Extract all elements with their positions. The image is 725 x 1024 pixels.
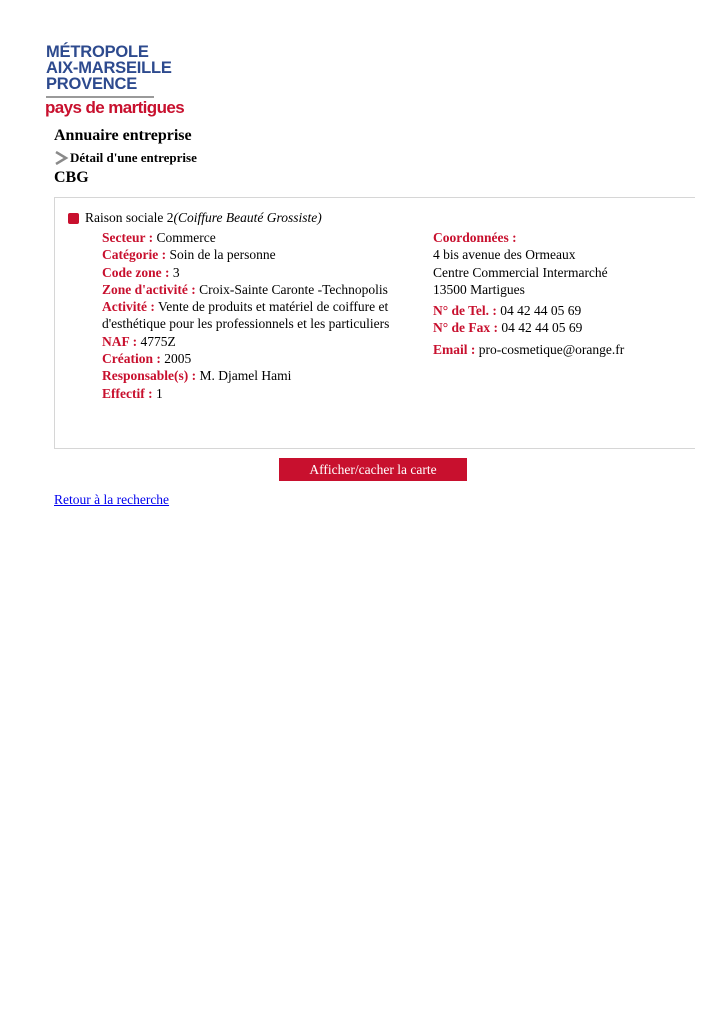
breadcrumb-label: Détail d'une entreprise — [70, 150, 197, 165]
zone-label: Zone d'activité : — [102, 281, 196, 297]
code-zone-label: Code zone : — [102, 264, 170, 280]
naf-row — [102, 333, 402, 350]
tel-value: 04 42 44 05 69 — [500, 303, 582, 319]
address-line-3: 13500 Martigues — [433, 281, 525, 297]
tel-row — [433, 302, 693, 319]
square-bullet-icon — [68, 213, 79, 224]
back-to-search-link[interactable]: Retour à la recherche — [54, 492, 170, 507]
code-zone-value: 3 — [172, 264, 180, 280]
company-details — [102, 229, 402, 402]
company-name: CBG — [54, 169, 89, 186]
categorie-row — [102, 246, 402, 263]
breadcrumb — [54, 150, 197, 166]
logo-line-1: MÉTROPOLE — [46, 43, 149, 61]
address-line-1: 4 bis avenue des Ormeaux — [433, 247, 576, 263]
fax-value: 04 42 44 05 69 — [501, 320, 583, 336]
logo-subtitle: pays de martigues — [45, 98, 185, 117]
coordonnees-label: Coordonnées : — [433, 230, 517, 245]
raison-sociale — [68, 210, 322, 226]
categorie-label: Catégorie : — [102, 247, 167, 263]
zone-value: Croix-Sainte Caronte -Technopolis — [199, 281, 388, 297]
activite-label: Activité : — [102, 299, 155, 315]
fax-label: N° de Fax : — [433, 320, 499, 336]
tel-label: N° de Tel. : — [433, 303, 497, 319]
responsable-row — [102, 367, 402, 384]
creation-row — [102, 350, 402, 367]
naf-label: NAF : — [102, 333, 138, 349]
secteur-value: Commerce — [156, 230, 216, 245]
raison-value: (Coiffure Beauté Grossiste) — [173, 210, 322, 225]
email-value[interactable]: pro-cosmetique@orange.fr — [478, 341, 625, 357]
activite-value: Vente de produits et matériel de coiffure et d'esthétique pour les professionnels et les particuliers — [102, 299, 390, 332]
creation-label: Création : — [102, 351, 161, 367]
zone-row — [102, 281, 402, 298]
company-card — [54, 197, 695, 449]
creation-value: 2005 — [164, 351, 192, 367]
email-label: Email : — [433, 341, 476, 357]
chevron-right-icon — [54, 151, 69, 165]
raison-label: Raison sociale 2 — [85, 210, 174, 225]
activite-row — [102, 298, 402, 333]
effectif-row — [102, 385, 402, 402]
categorie-value: Soin de la personne — [169, 247, 276, 263]
fax-row — [433, 319, 693, 336]
effectif-label: Effectif : — [102, 385, 153, 401]
contact-details — [433, 229, 693, 358]
logo-line-3: PROVENCE — [46, 75, 138, 93]
logo-line-2: AIX-MARSEILLE — [46, 59, 172, 77]
responsable-value: M. Djamel Hami — [199, 368, 292, 384]
email-row — [433, 341, 693, 358]
toggle-map-button[interactable]: Afficher/cacher la carte — [279, 458, 467, 481]
secteur-label: Secteur : — [102, 230, 154, 245]
logo — [46, 44, 186, 92]
secteur-row — [102, 229, 402, 246]
address-line-2: Centre Commercial Intermarché — [433, 264, 608, 280]
page-title: Annuaire entreprise — [54, 127, 192, 144]
effectif-value: 1 — [155, 385, 163, 401]
naf-value: 4775Z — [140, 333, 176, 349]
responsable-label: Responsable(s) : — [102, 368, 197, 384]
code-zone-row — [102, 264, 402, 281]
